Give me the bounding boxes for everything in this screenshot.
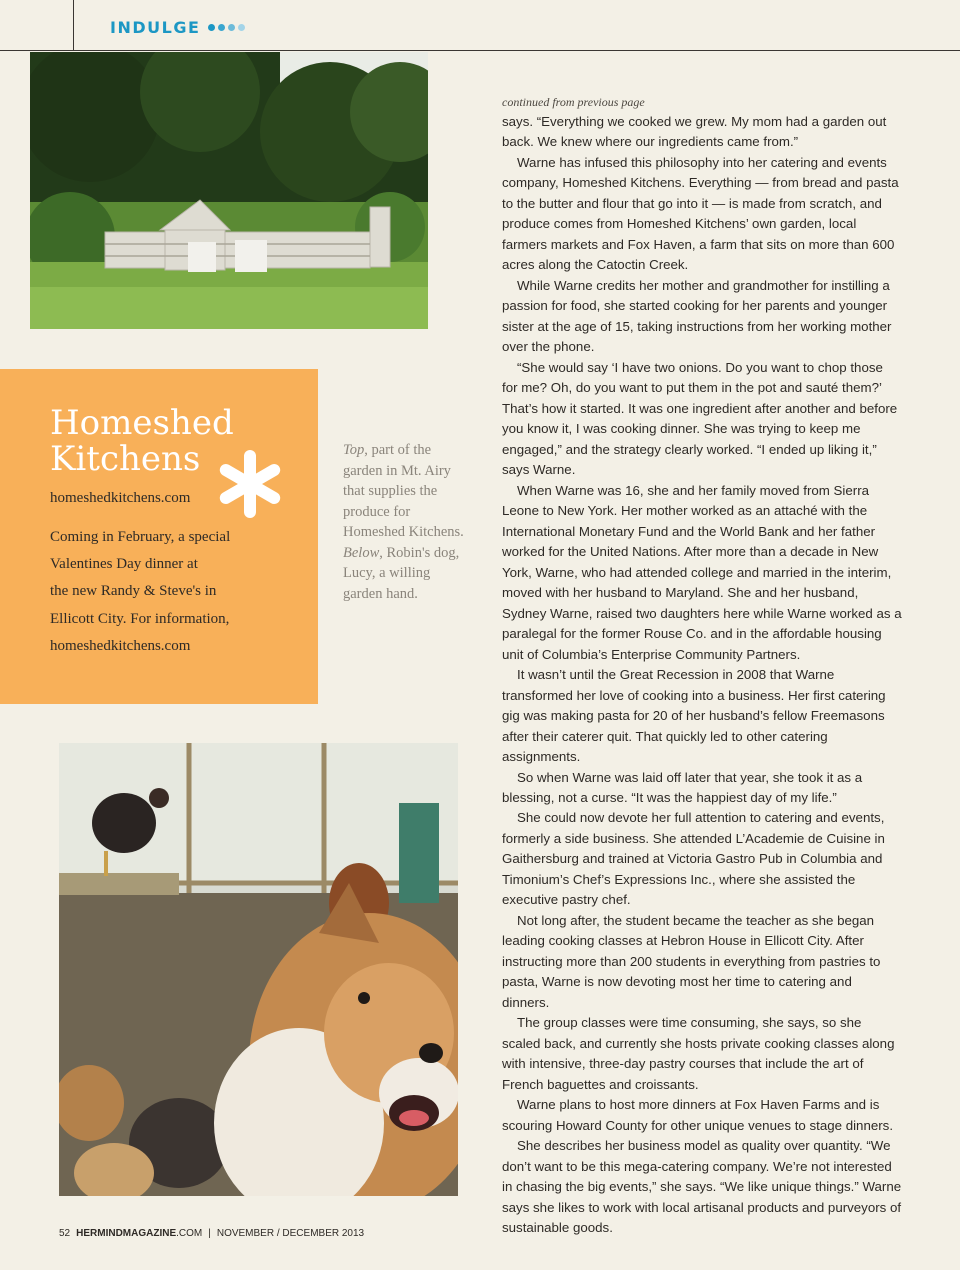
footer-site[interactable] [76, 1228, 202, 1239]
section-label: INDULGE [110, 18, 201, 37]
article-paragraph: It wasn’t until the Great Recession in 2008 that Warne transformed her love of cooking into a business. Her first catering gig was making pasta for 20 of her husband’s fellow Freemasons after their caterer quit. That quickly led to other catering assignments. [502, 667, 886, 765]
article-paragraph: She could now devote her full attention to catering and events, formerly a side business. She attended L’Academie de Cuisine in Gaithersburg and trained at Victoria Gastro Pub in Columbia and Timonium’s Chef’s Expressions Inc., where she assisted the executive pastry chef. [502, 810, 885, 908]
dog-photo [59, 743, 458, 1196]
photo-caption [343, 440, 468, 604]
section-dots [208, 24, 245, 31]
header-divider [0, 50, 960, 51]
page-footer [59, 1228, 364, 1239]
article-paragraph: While Warne credits her mother and grandmother for instilling a passion for food, she started cooking for her parents and younger sister at the age of 15, taking instructions from her working mother over the phone. [502, 277, 892, 355]
caption-text-top: , part of the garden in Mt. Airy that supplies the produce for Homeshed Kitchens. [343, 442, 464, 540]
article-paragraph: Not long after, the student became the teacher as she began leading cooking classes at Hebron House in Ellicott City. After instructing more than 200 students in everything from pastries to pasta, Warne is now devoting most her time to catering and dinners. [502, 912, 881, 1010]
section-dot [228, 24, 235, 31]
section-dot [218, 24, 225, 31]
continued-note: continued from previous page [502, 95, 645, 109]
article-paragraph: Warne has infused this philosophy into her catering and events company, Homeshed Kitchens. Everything — from bread and pasta to the butter and flour that go into it — is made from scratch, and produce comes from Homeshed Kitchens’ own garden, local farmers markets and Fox Haven, a farm that sits on more than 600 acres along the Catoctin Creek. [502, 154, 899, 273]
sidebar-body-line: Coming in February, a special [50, 529, 231, 545]
caption-lead-below: Below [343, 544, 380, 561]
caption-text-below: , Robin's dog, Lucy, a willing garden hand. [343, 544, 460, 602]
section-dot [208, 24, 215, 31]
footer-issue: NOVEMBER / DECEMBER 2013 [216, 1228, 365, 1239]
footer-separator: | [208, 1228, 211, 1239]
article-paragraph: The group classes were time consuming, she says, so she scaled back, and currently she hosts private cooking classes along with intensive, three-day pastry courses that include the art of French baguettes and croissants. [502, 1015, 895, 1092]
asterisk-icon [216, 450, 284, 523]
sidebar-url[interactable]: homeshedkitchens.com [50, 490, 191, 506]
sidebar-body-line: Ellicott City. For information, [50, 610, 230, 627]
dog-illustration [59, 743, 458, 1196]
header-divider-vertical [73, 0, 74, 50]
footer-site-name: HERMINDMAGAZINE [76, 1228, 177, 1239]
article-paragraph: So when Warne was laid off later that year, she took it as a blessing, not a curse. “It was the happiest day of my life.” [502, 769, 863, 805]
sidebar-body [50, 524, 305, 660]
article-paragraph: Warne plans to host more dinners at Fox Haven Farms and is scouring Howard County for other unique venues to stage dinners. [502, 1097, 894, 1133]
sidebar-body-line: Valentines Day dinner at [50, 556, 198, 573]
sidebar-body-line: the new Randy & Steve's in [50, 583, 217, 600]
sidebar-title-line-1: Homeshed [50, 403, 234, 443]
article-paragraph: “She would say ‘I have two onions. Do you want to chop those for me? Oh, do you want to put them in the pot and sauté them?’ That’s how it started. It was one ingredient after another and before you know it, I was cooking dinner. She was trying to keep me engaged,” and the strategy clearly worked. “I ended up liking it,” says Warne. [502, 359, 898, 478]
footer-site-domain: .COM [176, 1228, 203, 1239]
article-paragraph: She describes her business model as quality over quantity. “We don’t want to be this mega-catering company. We’re not interested in chasing the big events,” she says. “We like unique things.” Warne says she likes to work with local artisanal products and purveyors of sustainable goods. [502, 1138, 902, 1236]
garden-illustration [30, 52, 428, 329]
caption-lead-top: Top [343, 442, 365, 458]
sidebar-body-link[interactable]: homeshedkitchens.com [50, 637, 191, 654]
garden-photo [30, 52, 428, 329]
article-paragraph: When Warne was 16, she and her family moved from Sierra Leone to New York. Her mother worked as an attaché with the International Monetary Fund and the World Bank and her father worked for the United Nations. After more than a decade in New York, Warne, who had attended college and married in the interim, moved with her husband to Maryland. She and her husband, Sydney Warne, raised two daughters here while Warne worked as a paralegal for the former Rouse Co. and in the affordable housing unit of Columbia’s Enterprise Community Partners. [502, 482, 902, 662]
section-tag [110, 18, 245, 37]
article-paragraph: says. “Everything we cooked we grew. My mom had a garden out back. We knew where our ingredients came from.” [502, 114, 887, 150]
sidebar-title-line-2: Kitchens [50, 439, 201, 479]
section-dot [238, 24, 245, 31]
page-number: 52 [59, 1228, 71, 1239]
article [502, 94, 902, 1239]
